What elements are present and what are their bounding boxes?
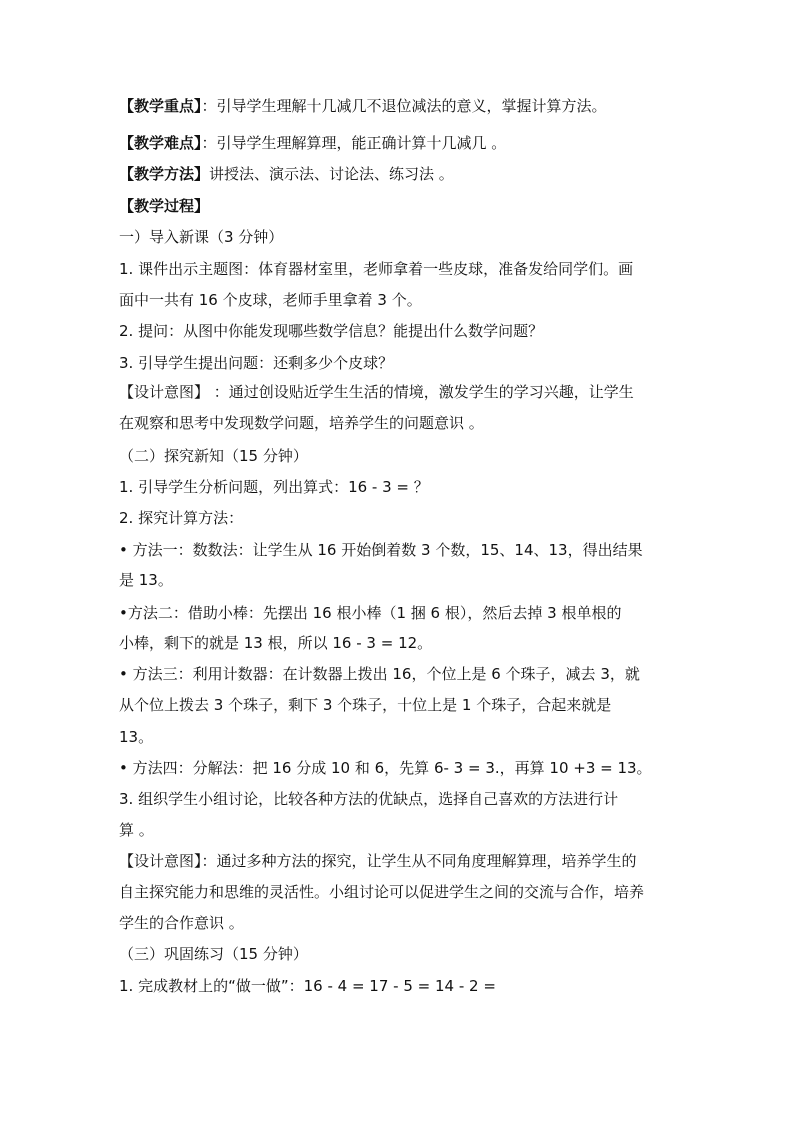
- paragraph-line: 3. 组织学生小组讨论，比较各种方法的优缺点，选择自己喜欢的方法进行计: [119, 790, 619, 808]
- paragraph-line: 2. 探究计算方法：: [119, 509, 244, 527]
- method-two-line: •方法二：借助小棒：先摆出 16 根小棒（1 捆 6 根），然后去掉 3 根单根的: [119, 604, 622, 622]
- paragraph-line: 在观察和思考中发现数学问题，培养学生的问题意识 。: [119, 414, 484, 432]
- paragraph-line: 13。: [119, 728, 154, 746]
- paragraph-line: 1. 引导学生分析问题，列出算式：16 - 3 = ？: [119, 478, 429, 496]
- line-teaching-difficulty: [119, 133, 679, 153]
- method-one-line: • 方法一：数数法：让学生从 16 开始倒着数 3 个数，15、14、13，得出结果: [119, 541, 643, 559]
- paragraph-line: 学生的合作意识 。: [119, 914, 244, 932]
- text-teaching-focus: ：引导学生理解十几减几不退位减法的意义，掌握计算方法。: [201, 97, 607, 115]
- exercise-line: 1. 完成教材上的“做一做”：16 - 4 = 17 - 5 = 14 - 2 =: [119, 977, 496, 995]
- line-teaching-method: [119, 164, 679, 184]
- paragraph-line: 1. 课件出示主题图：体育器材室里，老师拿着一些皮球，准备发给同学们。画: [119, 260, 634, 278]
- line-teaching-process: [119, 196, 679, 216]
- method-three-line: • 方法三：利用计数器：在计数器上拨出 16，个位上是 6 个珠子，减去 3，就: [119, 665, 640, 683]
- paragraph-line: 面中一共有 16 个皮球，老师手里拿着 3 个。: [119, 291, 422, 309]
- paragraph-line: 是 13。: [119, 571, 173, 589]
- label-teaching-process: 【教学过程】: [119, 197, 210, 215]
- label-teaching-method: 【教学方法】: [119, 165, 210, 183]
- line-teaching-focus: [119, 96, 679, 116]
- paragraph-line: 自主探究能力和思维的灵活性。小组讨论可以促进学生之间的交流与合作，培养: [119, 883, 645, 901]
- section-heading-explore: （二）探究新知（15 分钟）: [119, 447, 308, 465]
- text-teaching-method: 讲授法、演示法、讨论法、练习法 。: [209, 165, 454, 183]
- section-heading-intro: 一）导入新课（3 分钟）: [119, 228, 284, 246]
- method-four-line: • 方法四：分解法：把 16 分成 10 和 6，先算 6- 3 = 3.，再算 10 +3 = 13。: [119, 759, 652, 777]
- section-heading-practice: （三）巩固练习（15 分钟）: [119, 945, 308, 963]
- text-teaching-difficulty: ：引导学生理解算理，能正确计算十几减几 。: [201, 134, 507, 152]
- paragraph-line: 小棒，剩下的就是 13 根，所以 16 - 3 = 12。: [119, 634, 433, 652]
- paragraph-line: 3. 引导学生提出问题：还剩多少个皮球？: [119, 354, 394, 372]
- design-intent-line: 【设计意图】 ：通过创设贴近学生生活的情境，激发学生的学习兴趣，让学生: [119, 383, 634, 401]
- design-intent-line: 【设计意图】：通过多种方法的探究，让学生从不同角度理解算理，培养学生的: [119, 852, 637, 870]
- paragraph-line: 2. 提问：从图中你能发现哪些数学信息？能提出什么数学问题？: [119, 322, 544, 340]
- label-teaching-focus: 【教学重点】: [119, 97, 202, 115]
- paragraph-line: 算 。: [119, 821, 154, 839]
- label-teaching-difficulty: 【教学难点】: [119, 134, 202, 152]
- paragraph-line: 从个位上拨去 3 个珠子，剩下 3 个珠子，十位上是 1 个珠子，合起来就是: [119, 696, 612, 714]
